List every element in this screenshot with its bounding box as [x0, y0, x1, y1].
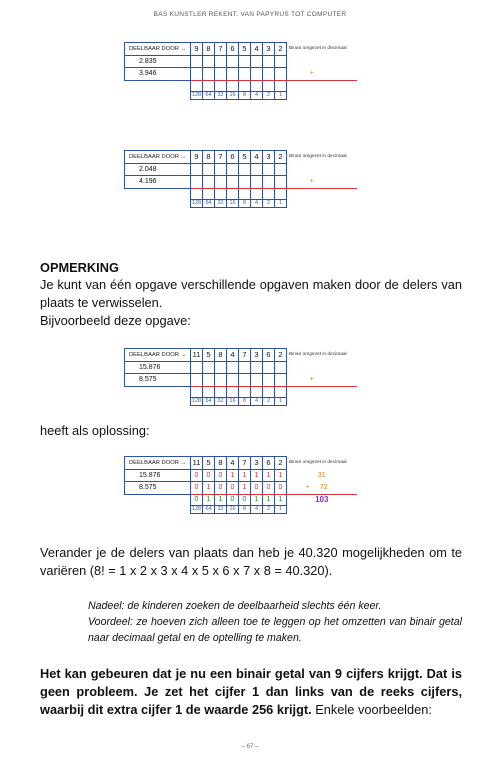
divisor-cell: 11 — [191, 349, 203, 362]
result-cell — [287, 374, 357, 387]
empty-cell — [125, 397, 191, 405]
weight-cell: 2 — [263, 505, 275, 513]
weight-cell: 64 — [203, 91, 215, 99]
sum-bit-cell: 1 — [263, 494, 275, 505]
bit-cell — [191, 374, 203, 387]
bit-cell — [251, 55, 263, 68]
bit-cell: 1 — [275, 469, 287, 482]
divisibility-table-2 — [124, 150, 357, 208]
sum-bit-cell: 1 — [251, 494, 263, 505]
number-row — [125, 469, 357, 482]
bit-cell — [251, 361, 263, 374]
number-row — [125, 68, 357, 81]
weights-row — [125, 199, 357, 207]
decimal-result: 72 — [319, 484, 328, 491]
weight-cell: 1 — [275, 505, 287, 513]
sum-bit-cell: 1 — [203, 494, 215, 505]
weight-cell: 1 — [275, 397, 287, 405]
empty-cell — [287, 91, 357, 99]
bit-cell — [227, 163, 239, 176]
sum-bit-cell — [203, 80, 215, 91]
sum-bit-cell — [263, 386, 275, 397]
divisor-cell: 2 — [275, 43, 287, 56]
number-row — [125, 374, 357, 387]
bit-cell: 0 — [275, 482, 287, 495]
sum-bit-cell: 1 — [215, 494, 227, 505]
number-row — [125, 482, 357, 495]
total-row — [125, 188, 357, 199]
bit-cell: 0 — [191, 482, 203, 495]
weight-cell: 32 — [215, 91, 227, 99]
sum-bit-cell — [275, 188, 287, 199]
bit-cell — [215, 163, 227, 176]
divisor-cell: 7 — [239, 349, 251, 362]
result-cell — [287, 55, 357, 68]
weight-cell: 4 — [251, 91, 263, 99]
empty-cell — [125, 80, 191, 91]
divisor-cell: 8 — [215, 349, 227, 362]
bit-cell — [227, 374, 239, 387]
bit-cell: 1 — [251, 469, 263, 482]
empty-cell — [125, 188, 191, 199]
paragraph-variations: Verander je de delers van plaats dan heb je 40.320 mogelijkheden om te variëren (8! = 1 x 2 x 3 x 4 x 5 x 6 x 7 x 8 = 40.320). — [40, 545, 462, 578]
bit-cell — [191, 176, 203, 189]
divisor-cell: 7 — [215, 151, 227, 164]
total-result — [287, 80, 357, 91]
sum-bit-cell: 1 — [275, 494, 287, 505]
number-cell: 15.876 — [125, 469, 191, 482]
weight-cell: 1 — [275, 199, 287, 207]
weight-cell: 64 — [203, 397, 215, 405]
empty-cell — [287, 199, 357, 207]
bit-cell: 0 — [215, 482, 227, 495]
bit-cell — [263, 55, 275, 68]
weight-cell: 32 — [215, 505, 227, 513]
total-row — [125, 80, 357, 91]
bit-cell: 0 — [215, 469, 227, 482]
total-row — [125, 494, 357, 505]
weight-cell: 128 — [191, 398, 202, 404]
note-advantage: Voordeel: ze hoeven zich alleen toe te leggen op het omzetten van binair getal naar decimaal getal en de optelling te maken. — [88, 616, 462, 645]
bit-cell — [203, 361, 215, 374]
bit-cell — [203, 374, 215, 387]
plus-sign: + — [309, 178, 314, 185]
divisor-cell: 6 — [227, 43, 239, 56]
empty-cell — [287, 505, 357, 513]
bit-cell — [251, 176, 263, 189]
bit-cell — [191, 163, 203, 176]
header-row — [125, 349, 357, 362]
binary-to-decimal-header: Binair omgezet in decimaal — [287, 43, 357, 56]
bit-cell — [239, 68, 251, 81]
bit-cell — [215, 176, 227, 189]
weight-cell: 32 — [215, 397, 227, 405]
paragraph-nine-bits — [40, 665, 462, 719]
result-cell — [287, 469, 357, 482]
sum-bit-cell: 0 — [191, 494, 203, 505]
bit-cell — [239, 374, 251, 387]
bit-cell — [203, 55, 215, 68]
divisor-cell: 9 — [191, 151, 203, 164]
header-row — [125, 151, 357, 164]
result-cell — [287, 482, 357, 495]
bit-cell: 0 — [203, 469, 215, 482]
number-row — [125, 163, 357, 176]
divisor-cell: 2 — [275, 349, 287, 362]
binary-to-decimal-header: Binair omgezet in decimaal — [287, 349, 357, 362]
weight-cell: 16 — [227, 505, 239, 513]
divisor-cell: 3 — [251, 349, 263, 362]
weight-cell: 4 — [251, 199, 263, 207]
empty-cell — [125, 91, 191, 99]
divisor-cell: 8 — [203, 43, 215, 56]
weight-cell: 2 — [263, 91, 275, 99]
bit-cell — [251, 163, 263, 176]
weights-row — [125, 505, 357, 513]
empty-cell — [125, 386, 191, 397]
divisor-cell: 4 — [227, 349, 239, 362]
total-result: 103 — [287, 494, 357, 505]
divisor-cell: 5 — [239, 43, 251, 56]
sum-bit-cell — [191, 386, 203, 397]
bit-cell: 1 — [239, 469, 251, 482]
number-cell: 8.575 — [125, 482, 191, 495]
divisor-cell: 7 — [215, 43, 227, 56]
weight-cell: 128 — [191, 200, 202, 206]
bit-cell — [239, 55, 251, 68]
bit-cell: 1 — [239, 482, 251, 495]
empty-cell — [287, 397, 357, 405]
section-heading: OPMERKING — [40, 260, 119, 275]
running-header: BAS KUNSTLER REKENT. VAN PAPYRUS TOT COMPUTER — [153, 11, 347, 18]
empty-cell — [125, 199, 191, 207]
sum-bit-cell — [275, 80, 287, 91]
sum-bit-cell — [239, 188, 251, 199]
weight-cell: 128 — [191, 506, 202, 512]
bit-cell — [275, 374, 287, 387]
weight-cell: 16 — [227, 397, 239, 405]
number-cell: 4.196 — [125, 176, 191, 189]
sum-bit-cell — [239, 386, 251, 397]
sum-bit-cell — [215, 386, 227, 397]
weight-cell: 2 — [263, 397, 275, 405]
bit-cell: 0 — [251, 482, 263, 495]
weight-cell: 8 — [239, 397, 251, 405]
divisor-cell: 9 — [191, 43, 203, 56]
bit-cell — [263, 68, 275, 81]
sum-bit-cell — [251, 80, 263, 91]
result-cell — [287, 361, 357, 374]
weight-cell: 128 — [191, 92, 202, 98]
bit-cell — [227, 361, 239, 374]
bit-cell — [227, 68, 239, 81]
bit-cell — [227, 55, 239, 68]
note-disadvantage: Nadeel: de kinderen zoeken de deelbaarheid slechts één keer. — [88, 600, 382, 612]
bit-cell — [203, 163, 215, 176]
header-row — [125, 457, 357, 470]
divisibility-table-3 — [124, 348, 357, 406]
sum-bit-cell — [227, 188, 239, 199]
divisor-cell: 6 — [227, 151, 239, 164]
sum-bit-cell — [203, 188, 215, 199]
divisor-cell: 2 — [275, 457, 287, 470]
number-row — [125, 55, 357, 68]
sum-bit-cell — [263, 80, 275, 91]
sum-bit-cell — [251, 386, 263, 397]
bit-cell — [263, 163, 275, 176]
divisor-cell: 3 — [263, 43, 275, 56]
sum-bit-cell — [191, 80, 203, 91]
bit-cell — [215, 374, 227, 387]
divisibility-table-4 — [124, 456, 357, 514]
bit-cell: 1 — [263, 469, 275, 482]
bit-cell — [263, 176, 275, 189]
bit-cell — [191, 55, 203, 68]
bit-cell — [275, 68, 287, 81]
bit-cell — [275, 176, 287, 189]
binary-to-decimal-header: Binair omgezet in decimaal — [287, 151, 357, 164]
divisor-cell: 7 — [239, 457, 251, 470]
divisor-cell: 11 — [191, 457, 203, 470]
divisor-cell: 4 — [227, 457, 239, 470]
divisor-cell: 6 — [263, 349, 275, 362]
divisor-cell: 8 — [203, 151, 215, 164]
sum-bit-cell — [191, 188, 203, 199]
bit-cell — [275, 361, 287, 374]
divisor-cell: 5 — [203, 457, 215, 470]
number-cell: 2.835 — [125, 55, 191, 68]
paragraph-example: Bijvoorbeeld deze opgave: — [40, 313, 191, 328]
plus-sign: + — [309, 376, 314, 383]
bit-cell — [263, 374, 275, 387]
divisible-by-label: DEELBAAR DOOR → — [125, 457, 191, 470]
weight-cell: 16 — [227, 199, 239, 207]
page-number: – 67 – — [241, 744, 259, 750]
bit-cell — [191, 68, 203, 81]
bit-cell — [203, 68, 215, 81]
sum-bit-cell — [215, 80, 227, 91]
weight-cell: 4 — [251, 505, 263, 513]
sum-bit-cell: 0 — [227, 494, 239, 505]
binary-to-decimal-header: Binair omgezet in decimaal — [287, 457, 357, 470]
total-result — [287, 188, 357, 199]
divisor-cell: 4 — [251, 151, 263, 164]
sum-bit-cell — [227, 80, 239, 91]
sum-bit-cell — [263, 188, 275, 199]
divisor-cell: 3 — [251, 457, 263, 470]
bit-cell — [239, 163, 251, 176]
divisor-cell: 4 — [251, 43, 263, 56]
sum-bit-cell: 0 — [239, 494, 251, 505]
number-row — [125, 361, 357, 374]
divisor-cell: 6 — [263, 457, 275, 470]
divisible-by-label: DEELBAAR DOOR → — [125, 43, 191, 56]
decimal-result: 31 — [317, 471, 326, 479]
weight-cell: 8 — [239, 505, 251, 513]
divisor-cell: 5 — [203, 349, 215, 362]
bit-cell — [227, 176, 239, 189]
divisible-by-label: DEELBAAR DOOR → — [125, 151, 191, 164]
divisor-cell: 8 — [215, 457, 227, 470]
bit-cell: 0 — [191, 469, 203, 482]
weight-cell: 8 — [239, 91, 251, 99]
bit-cell — [239, 361, 251, 374]
bit-cell: 1 — [203, 482, 215, 495]
header-row — [125, 43, 357, 56]
sum-bit-cell — [227, 386, 239, 397]
paragraph-nine-bits-bold: Het kan gebeuren dat je nu een binair getal van 9 cijfers krijgt. Dat is geen probleem. Je zet het cijfer 1 dan links van de reeks cijfers, waarbij dit extra cijfer 1 de waarde 256 krijgt. — [40, 666, 462, 717]
divisor-cell: 2 — [275, 151, 287, 164]
bit-cell — [215, 55, 227, 68]
sum-bit-cell — [239, 80, 251, 91]
number-cell: 3.946 — [125, 68, 191, 81]
bit-cell — [263, 361, 275, 374]
result-cell — [287, 176, 357, 189]
total-row — [125, 386, 357, 397]
weight-cell: 64 — [203, 505, 215, 513]
divisor-cell: 3 — [263, 151, 275, 164]
weights-row — [125, 91, 357, 99]
result-cell — [287, 68, 357, 81]
sum-bit-cell — [275, 386, 287, 397]
weights-row — [125, 397, 357, 405]
bit-cell — [215, 361, 227, 374]
paragraph-intro: Je kunt van één opgave verschillende opgaven maken door de delers van plaats te verwisselen. — [40, 277, 462, 310]
weight-cell: 64 — [203, 199, 215, 207]
number-cell: 15.876 — [125, 361, 191, 374]
divisor-cell: 5 — [239, 151, 251, 164]
bit-cell — [215, 68, 227, 81]
weight-cell: 4 — [251, 397, 263, 405]
sum-bit-cell — [215, 188, 227, 199]
weight-cell: 32 — [215, 199, 227, 207]
number-cell: 2.048 — [125, 163, 191, 176]
bit-cell — [275, 163, 287, 176]
bit-cell — [191, 361, 203, 374]
number-row — [125, 176, 357, 189]
bit-cell: 1 — [227, 469, 239, 482]
sum-bit-cell — [251, 188, 263, 199]
plus-sign: + — [305, 484, 310, 491]
empty-cell — [125, 494, 191, 505]
weight-cell: 1 — [275, 91, 287, 99]
weight-cell: 16 — [227, 91, 239, 99]
bit-cell — [239, 176, 251, 189]
bit-cell — [251, 68, 263, 81]
empty-cell — [125, 505, 191, 513]
result-cell — [287, 163, 357, 176]
sum-bit-cell — [203, 386, 215, 397]
divisibility-table-1 — [124, 42, 357, 100]
number-cell: 8.575 — [125, 374, 191, 387]
weight-cell: 8 — [239, 199, 251, 207]
bit-cell — [275, 55, 287, 68]
total-result — [287, 386, 357, 397]
divisible-by-label: DEELBAAR DOOR → — [125, 349, 191, 362]
paragraph-solution: heeft als oplossing: — [40, 423, 150, 438]
weight-cell: 2 — [263, 199, 275, 207]
plus-sign: + — [309, 70, 314, 77]
bit-cell: 0 — [227, 482, 239, 495]
paragraph-nine-bits-rest: Enkele voorbeelden: — [311, 702, 432, 717]
bit-cell — [203, 176, 215, 189]
bit-cell: 0 — [263, 482, 275, 495]
bit-cell — [251, 374, 263, 387]
